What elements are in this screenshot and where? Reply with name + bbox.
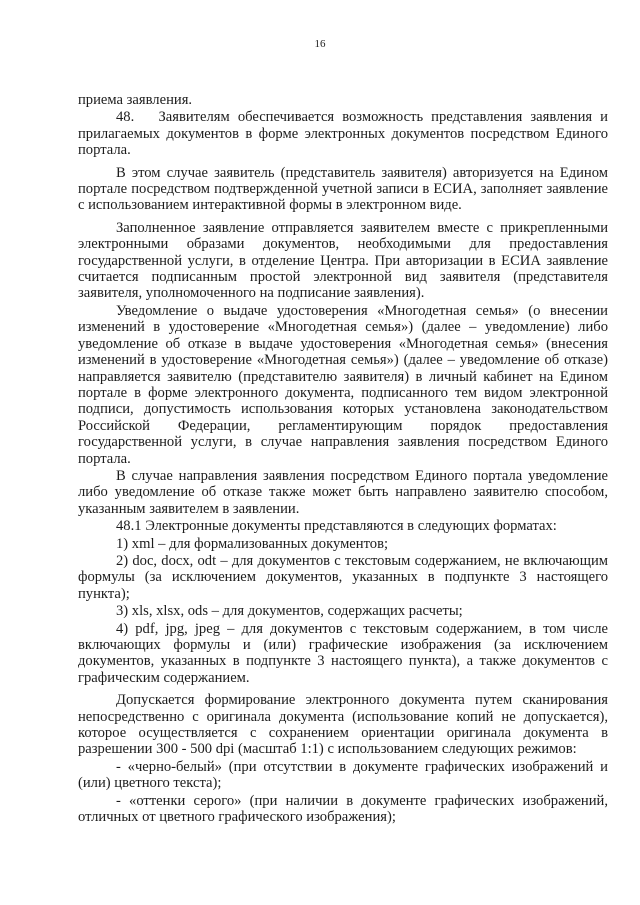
scan-mode-grayscale: - «оттенки серого» (при наличии в документе графических изображений, отличных от цветного графического изображения); bbox=[78, 792, 608, 826]
page-number: 16 bbox=[314, 38, 326, 50]
paragraph-delivery: В случае направления заявления посредством Единого портала уведомление либо уведомление об отказе также может быть направлено заявителю способом, указанным заявителем в заявлении. bbox=[78, 467, 608, 517]
paragraph-authorization: В этом случае заявитель (представитель заявителя) авторизуется на Едином портале посредством подтвержденной учетной записи в ЕСИА, заполняет заявление с использованием интерактивной формы в электронном виде. bbox=[78, 164, 608, 214]
format-item-xml: 1) xml – для формализованных документов; bbox=[116, 535, 389, 552]
format-item-xls: 3) xls, xlsx, ods – для документов, содержащих расчеты; bbox=[116, 603, 463, 620]
document-body bbox=[78, 92, 608, 826]
format-item-pdf: 4) pdf, jpg, jpeg – для документов с текстовым содержанием, в том числе включающих формулы и (или) графические изображения (за исключением документов, указанных в подпункте 3 настоящего пункта), а также документов с графическим содержанием. bbox=[78, 620, 608, 686]
paragraph-48: 48. Заявителям обеспечивается возможность представления заявления и прилагаемых документов в форме электронных документов посредством Единого портала. bbox=[78, 109, 608, 159]
format-item-doc: 2) doc, docx, odt – для документов с текстовым содержанием, не включающим формулы (за исключением документов, указанных в подпункте 3 настоящего пункта); bbox=[78, 552, 608, 602]
paragraph-continuation: приема заявления. bbox=[78, 92, 193, 108]
paragraph-scanning: Допускается формирование электронного документа путем сканирования непосредственно с оригинала документа (использование копий не допускается), которое осуществляется с сохранением ориентации оригинала документа в разрешении 300 - 500 dpi (масштаб 1:1) с использованием следующих режимов: bbox=[78, 692, 608, 758]
paragraph-notification: Уведомление о выдаче удостоверения «Многодетная семья» (о внесении изменений в удостоверение «Многодетная семья») (далее – уведомление) либо уведомление об отказе в выдаче удостоверения «Многодетная семья» (внесения изменений в удостоверение «Многодетная семья») (далее – уведомление об отказе) направляется заявителю (представителю заявителя) в личный кабинет на Едином портале в форме электронного документа, подписанного тем видом электронной подписи, допустимость использования которых установлена законодательством Российской Федерации, регламентирующим порядок предоставления государственной услуги, в случае направления заявления посредством Единого портала. bbox=[78, 302, 608, 467]
paragraph-48-1: 48.1 Электронные документы представляются в следующих форматах: bbox=[116, 518, 557, 535]
scan-mode-black-white: - «черно-белый» (при отсутствии в документе графических изображений и (или) цветного текста); bbox=[78, 758, 608, 792]
paragraph-submission: Заполненное заявление отправляется заявителем вместе с прикрепленными электронными образами документов, необходимыми для предоставления государственной услуги, в отделение Центра. При авторизации в ЕСИА заявление считается подписанным простой электронной вид заявителя (представителя заявителя, уполномоченного на подписание заявления). bbox=[78, 219, 608, 302]
